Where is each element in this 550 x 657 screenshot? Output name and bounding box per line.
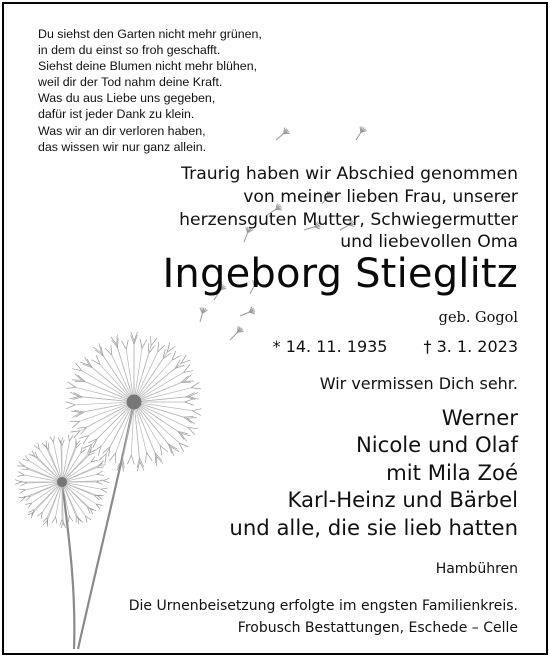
family-list xyxy=(229,404,518,541)
death-date: † 3. 1. 2023 xyxy=(423,337,518,356)
poem-line: Du siehst den Garten nicht mehr grünen, xyxy=(38,27,262,41)
intro-line: Traurig haben wir Abschied genommen xyxy=(181,164,518,184)
poem-line: Was wir an dir verloren haben, xyxy=(38,123,206,138)
intro-text xyxy=(179,163,518,254)
intro-line: und liebevollen Oma xyxy=(340,232,518,253)
family-line: Nicole und Olaf xyxy=(355,432,518,458)
family-line: mit Mila Zoé xyxy=(386,459,518,485)
poem-line: dafür ist jeder Dank zu klein. xyxy=(38,107,195,122)
poem xyxy=(38,26,262,155)
undertaker: Frobusch Bestattungen, Eschede – Celle xyxy=(237,620,518,636)
birth-date: * 14. 11. 1935 xyxy=(272,337,388,356)
poem-line: in dem du einst so froh geschafft. xyxy=(38,43,221,58)
family-line: und alle, die sie lieb hatten xyxy=(229,514,518,540)
birth-name: geb. Gogol xyxy=(438,310,518,326)
intro-line: von meiner lieben Frau, unserer xyxy=(243,186,518,207)
intro-line: herzensguten Mutter, Schwiegermutter xyxy=(179,209,518,230)
miss-text: Wir vermissen Dich sehr. xyxy=(319,374,518,393)
deceased-name: Ingeborg Stieglitz xyxy=(162,251,518,297)
poem-line: weil dir der Tod nahm deine Kraft. xyxy=(38,75,223,90)
family-line: Werner xyxy=(441,405,518,430)
burial-note: Die Urnenbeisetzung erfolgte im engsten Familienkreis. xyxy=(128,598,518,614)
poem-line: Was du aus Liebe uns gegeben, xyxy=(38,91,216,106)
poem-line: das wissen wir nur ganz allein. xyxy=(38,139,207,154)
family-line: Karl-Heinz und Bärbel xyxy=(287,487,518,513)
obituary-card xyxy=(2,2,548,655)
life-dates xyxy=(273,337,518,357)
poem-line: Siehst deine Blumen nicht mehr blühen, xyxy=(38,59,258,74)
place: Hambühren xyxy=(435,561,518,577)
